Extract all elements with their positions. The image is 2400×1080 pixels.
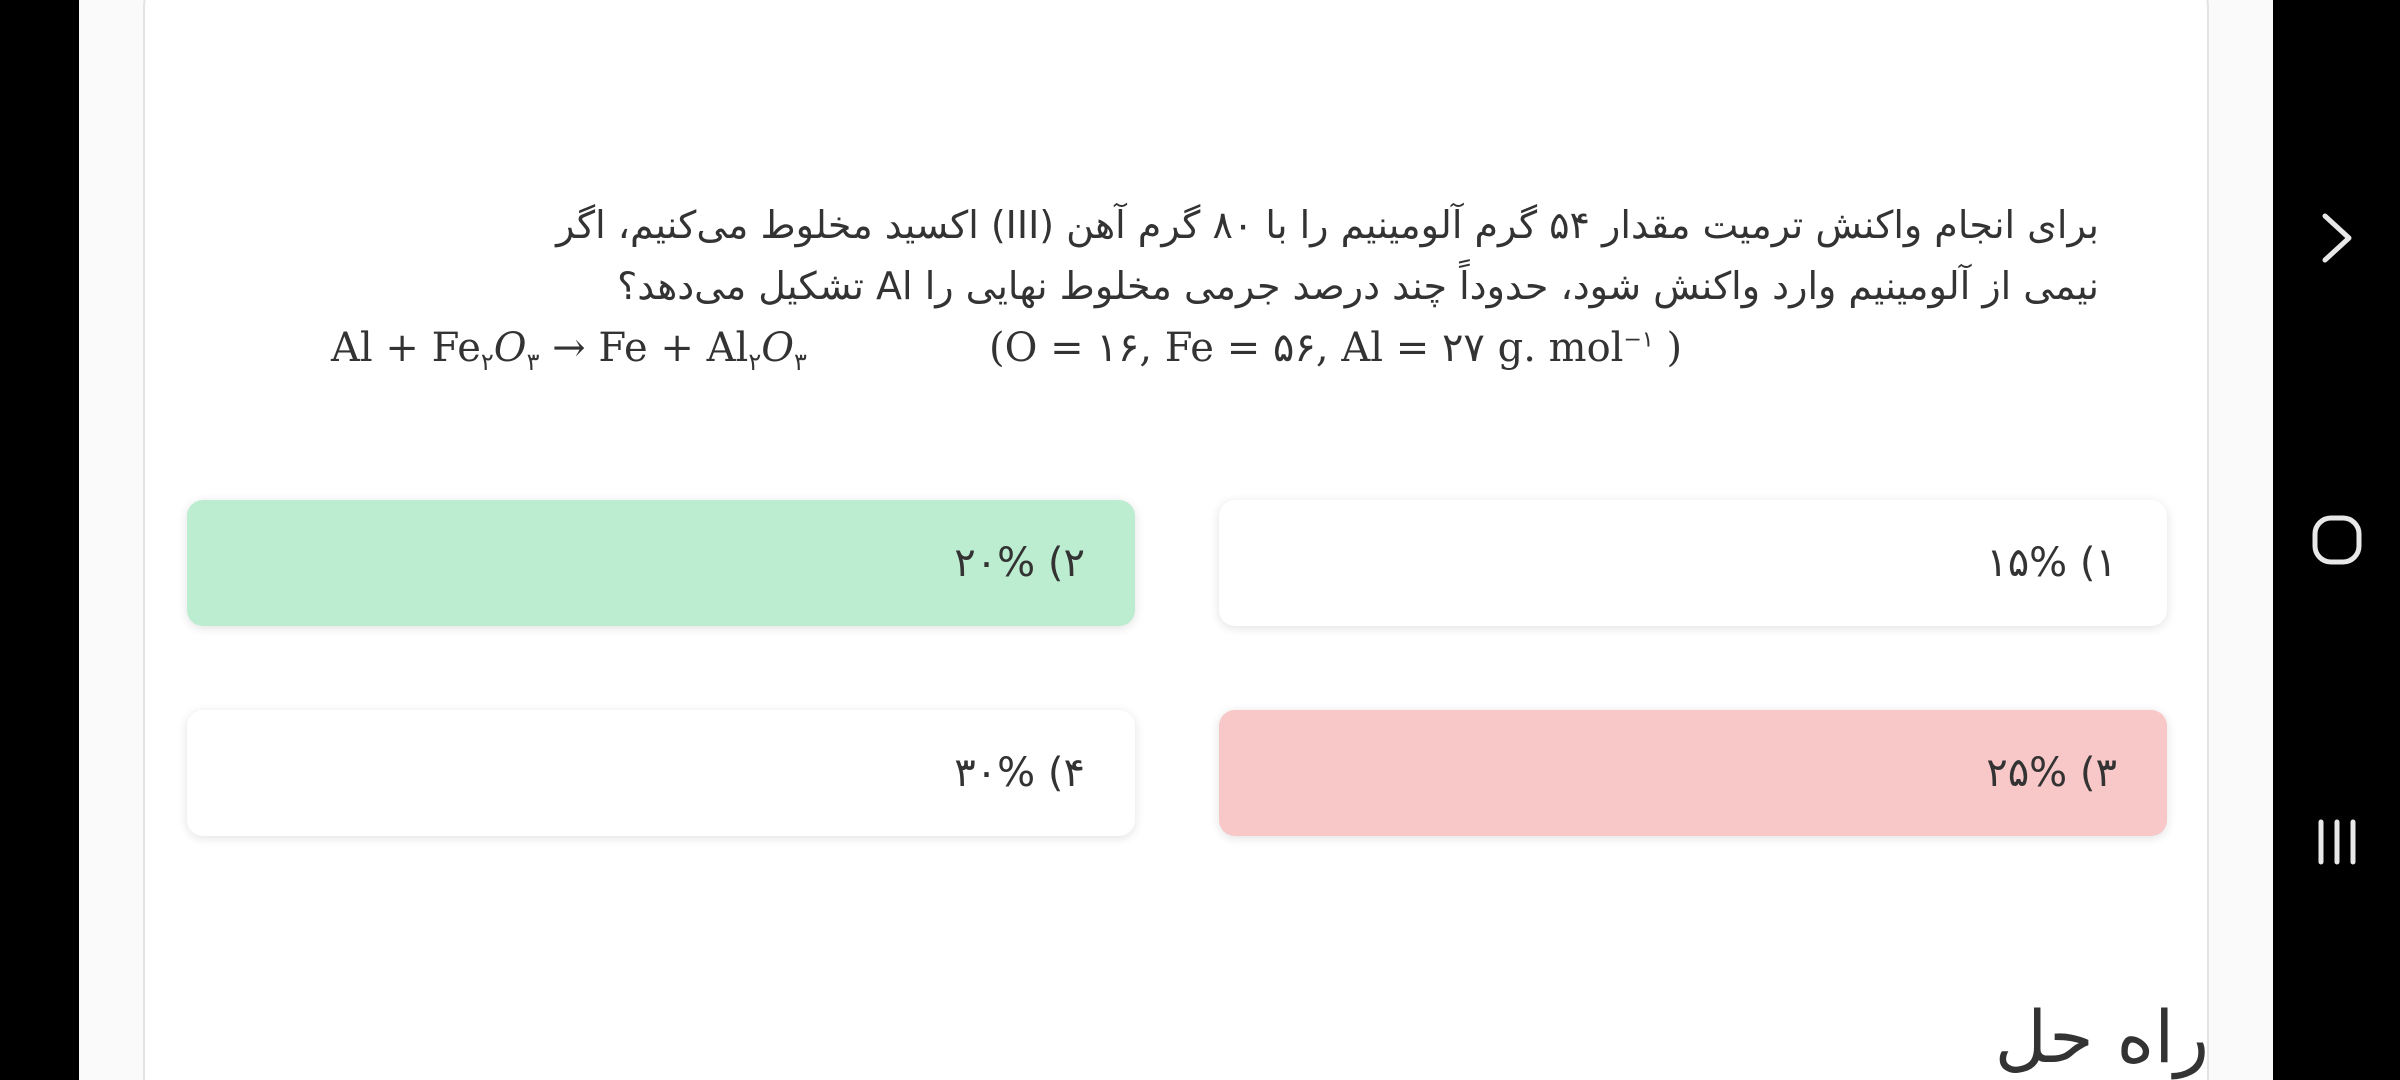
molar-mass-constants: (O = ۱۶, Fe = ۵۶, Al = ۲۷ g. mol$^{-۱}$ ) xyxy=(989,325,1683,371)
nav-forward-button[interactable] xyxy=(2273,183,2400,293)
system-nav-bar xyxy=(2273,0,2400,1080)
question-line-2: نیمی از آلومینیم وارد واکنش شود، حدوداً چند درصد جرمی مخلوط نهایی را Al تشکیل می‌دهد؟ xyxy=(617,264,2099,308)
question-line-1: برای انجام واکنش ترمیت مقدار ۵۴ گرم آلومینیم را با ۸۰ گرم آهن (III) اکسید مخلوط می‌کنیم، اگر xyxy=(556,203,2099,247)
option-1[interactable] xyxy=(1219,500,2167,626)
home-circle-icon xyxy=(2307,510,2367,570)
option-2-label: ۲) ۲۰% xyxy=(954,540,1085,586)
solution-heading: راه حل xyxy=(1994,995,2209,1079)
option-2-correct[interactable] xyxy=(187,500,1135,626)
question-text xyxy=(459,195,2099,317)
nav-recents-button[interactable] xyxy=(2273,787,2400,897)
option-4[interactable] xyxy=(187,710,1135,836)
option-1-label: ۱) ۱۵% xyxy=(1986,540,2117,586)
option-3-wrong[interactable] xyxy=(1219,710,2167,836)
reaction-equation: $Al + Fe_۲O_۳ \to Fe + Al_۲O_۳$ xyxy=(331,325,807,376)
chevron-right-icon xyxy=(2317,208,2357,268)
app-screen xyxy=(79,0,2273,1080)
recent-apps-icon xyxy=(2307,812,2367,872)
option-4-label: ۴) ۳۰% xyxy=(954,750,1085,796)
nav-home-button[interactable] xyxy=(2273,485,2400,595)
option-3-label: ۳) ۲۵% xyxy=(1986,750,2117,796)
